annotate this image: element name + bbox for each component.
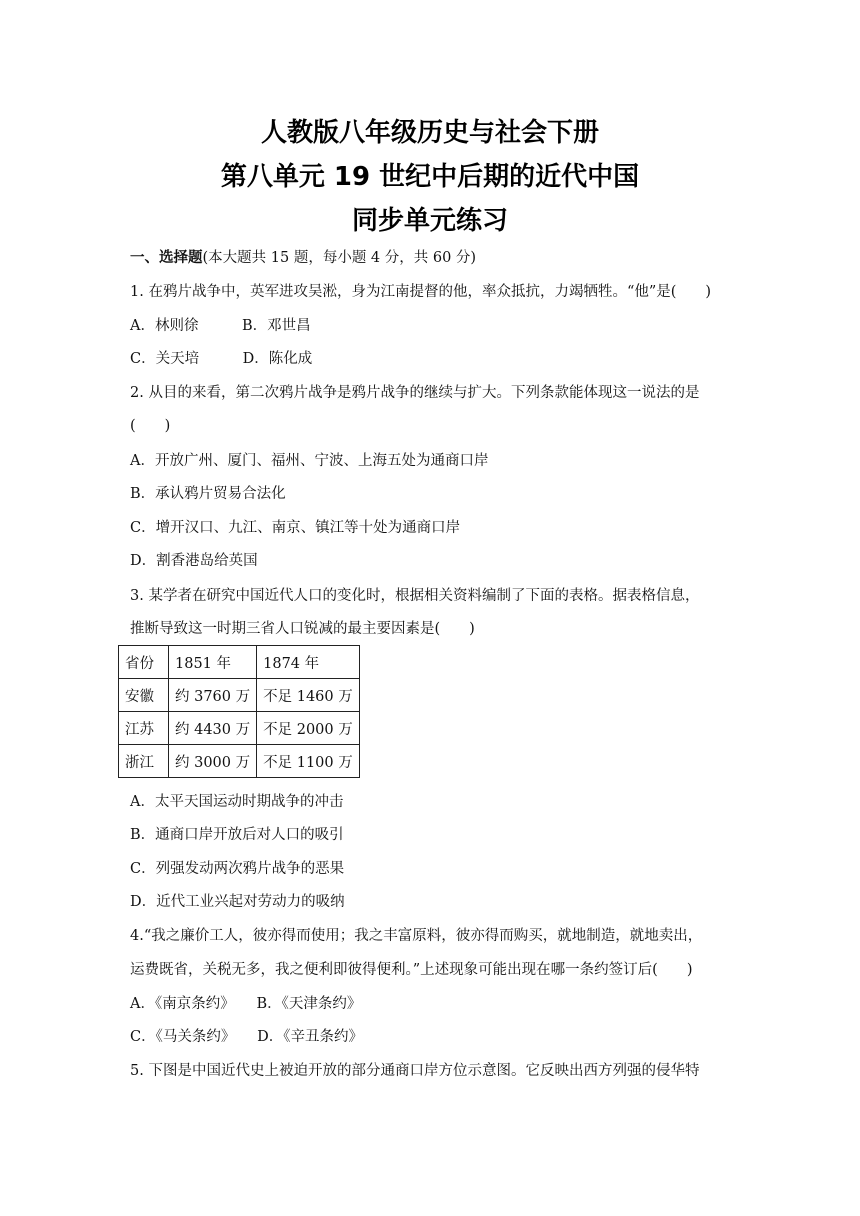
q5-stem-line1: 5. 下图是中国近代史上被迫开放的部分通商口岸方位示意图。它反映出西方列强的侵华特 xyxy=(130,1063,700,1079)
q3-option-b: B．通商口岸开放后对人口的吸引 xyxy=(130,827,344,843)
table-row xyxy=(119,712,360,745)
document-title-line2: 第八单元 19 世纪中后期的近代中国 xyxy=(220,162,640,192)
q3-stem-line1: 3. 某学者在研究中国近代人口的变化时，根据相关资料编制了下面的表格。据表格信息， xyxy=(130,588,700,604)
table-cell: 约 3760 万 xyxy=(169,679,257,712)
section-label: 一、选择题 xyxy=(130,249,203,266)
table-row xyxy=(119,745,360,778)
table-header-cell: 1851 年 xyxy=(169,646,257,679)
q2-option-a: A．开放广州、厦门、福州、宁波、上海五处为通商口岸 xyxy=(130,453,489,469)
population-table xyxy=(118,645,360,778)
section-note: (本大题共 15 题，每小题 4 分，共 60 分) xyxy=(202,250,477,266)
q3-option-a: A．太平天国运动时期战争的冲击 xyxy=(130,794,344,810)
document-title-line1: 人教版八年级历史与社会下册 xyxy=(260,118,599,148)
q4-options-cd: C．《马关条约》 D．《辛丑条约》 xyxy=(130,1029,363,1045)
q1-options-ab: A．林则徐 B．邓世昌 xyxy=(130,318,311,334)
q2-option-b: B．承认鸦片贸易合法化 xyxy=(130,486,286,502)
table-cell: 约 4430 万 xyxy=(169,712,257,745)
q1-options-cd: C．关天培 D．陈化成 xyxy=(130,351,313,367)
table-header-row xyxy=(119,646,360,679)
table-cell: 江苏 xyxy=(119,712,169,745)
q3-option-d: D．近代工业兴起对劳动力的吸纳 xyxy=(130,894,345,910)
q4-stem-line1: 4.“我之廉价工人，彼亦得而使用；我之丰富原料，彼亦得而购买，就地制造，就地卖出， xyxy=(130,928,703,944)
document-title-line3: 同步单元练习 xyxy=(351,206,508,236)
q3-stem-line2: 推断导致这一时期三省人口锐减的最主要因素是( ) xyxy=(130,621,475,637)
q2-stem-line1: 2. 从目的来看，第二次鸦片战争是鸦片战争的继续与扩大。下列条款能体现这一说法的是 xyxy=(130,385,700,401)
q2-stem-line2: ( ) xyxy=(130,418,171,434)
table-cell: 不足 2000 万 xyxy=(257,712,360,745)
q3-option-c: C．列强发动两次鸦片战争的恶果 xyxy=(130,861,345,877)
q2-option-d: D．割香港岛给英国 xyxy=(130,553,258,569)
table-cell: 不足 1460 万 xyxy=(257,679,360,712)
table-cell: 不足 1100 万 xyxy=(257,745,360,778)
q4-options-ab: A．《南京条约》 B．《天津条约》 xyxy=(130,996,362,1012)
section-header xyxy=(130,248,740,268)
q4-stem-line2: 运费既省，关税无多，我之便利即彼得便利。”上述现象可能出现在哪一条约签订后( ) xyxy=(130,962,693,978)
table-row xyxy=(119,679,360,712)
table-header-cell: 1874 年 xyxy=(257,646,360,679)
q1-stem: 1. 在鸦片战争中，英军进攻吴淞，身为江南提督的他，率众抵抗，力竭牺牲。“他”是( ) xyxy=(130,284,712,300)
table-header-cell: 省份 xyxy=(119,646,169,679)
table-cell: 浙江 xyxy=(119,745,169,778)
q2-option-c: C．增开汉口、九江、南京、镇江等十处为通商口岸 xyxy=(130,520,461,536)
table-cell: 约 3000 万 xyxy=(169,745,257,778)
table-cell: 安徽 xyxy=(119,679,169,712)
